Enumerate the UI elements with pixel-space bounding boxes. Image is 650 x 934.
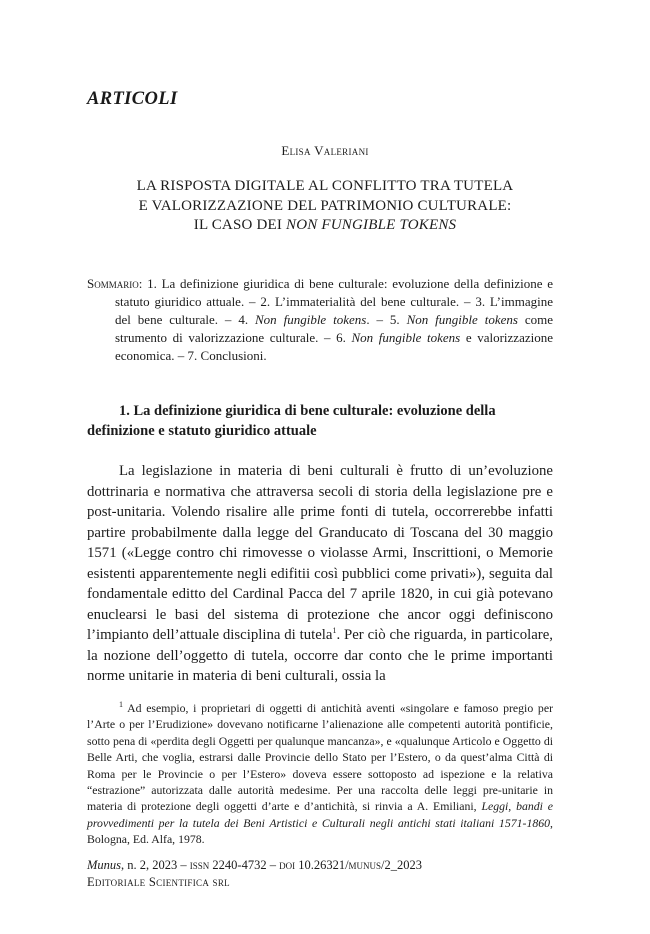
footnote-text-a: Ad esempio, i proprietari di oggetti di antichità aventi «singolare e famoso pregio per l’Arte o per l’Erudizione» dovevano notificarne l’alienazione alle competenti autorità pontificie, sotto pena di «perdita degli Oggetti per qualunque mancanza», e «qualunque Articolo e Oggetto di Belle Arti, che voglia, estrarsi dalle Provincie dello Stato per l’Estero, o da quest’alma Città di Roma per le Provincie o per l’Estero» doveva essere sottoposto ad ispezione e la relativa “estrazione” autorizzata dalle autorità medesime. Per una raccolta delle leggi pre-unitarie in materia di protezione degli oggetti d’arte e d’antichità, si rinvia a A. Emiliani,: [87, 701, 553, 814]
article-summary: [87, 275, 553, 365]
summary-text-2: . – 5.: [366, 312, 407, 327]
body-text-b: . Per ciò che riguarda, in particolare, la nozione dell’oggetto di tutela, occorre dar conto che le prime importanti norme unitarie in materia di beni culturali, ossia la: [87, 627, 553, 684]
summary-text-4: e valorizzazione economica. – 7. Conclusioni.: [115, 330, 553, 363]
title-line-3-italic: NON FUNGIBLE TOKENS: [286, 217, 457, 233]
summary-italic-1: Non fungible tokens: [255, 312, 367, 327]
body-text-a: La legislazione in materia di beni culturali è frutto di un’evoluzione dottrinaria e normativa che attraversa secoli di storia della legislazione pre e post-unitaria. Volendo risalire alle prime fonti di tutela, occorrerebbe infatti partire probabilmente dalla legge del Granducato di Toscana del 30 maggio 1571 («Legge contro chi rimovesse o violasse Armi, Inscrittioni, o Memorie esistenti apparentemente negli edifitii così pubblici come privati»), seguita dal fondamentale editto del Cardinal Pacca del 7 aprile 1820, in cui già potevano enuclearsi le basi del sistema di protezione che ancor oggi definiscono l’impianto dell’attuale disciplina di tutela: [87, 463, 553, 643]
title-line-1: LA RISPOSTA DIGITALE AL CONFLITTO TRA TUTELA: [136, 178, 514, 194]
footnote-reference[interactable]: 1: [332, 626, 337, 636]
title-line-3: [40, 216, 610, 236]
journal-issue: , n. 2, 2023 –: [121, 858, 190, 872]
article-author: Elisa Valeriani: [281, 143, 369, 158]
journal-citation: [87, 857, 422, 874]
section-heading: 1. La definizione giuridica di bene culturale: evoluzione della definizione e statuto giuridico attuale: [87, 403, 496, 439]
summary-text-1: : 1. La definizione giuridica di bene culturale: evoluzione della definizione e statuto giuridico attuale. – 2. L’immaterialità del bene culturale. – 3. L’immagine del bene culturale. – 4.: [115, 276, 553, 327]
summary-italic-3: Non fungible tokens: [351, 330, 461, 345]
section-label: ARTICOLI: [87, 89, 178, 109]
footnote-italic-title: Leggi, bandi e provvedimenti per la tutela dei Beni Artistici e Culturali negli antichi stati italiani 1571-1860: [87, 799, 553, 830]
article-title: [40, 177, 610, 236]
title-line-3-prefix: IL CASO DEI: [193, 217, 287, 233]
title-line-2: E VALORIZZAZIONE DEL PATRIMONIO CULTURALE:: [138, 197, 512, 214]
footnote: [87, 700, 553, 848]
footnote-mark: 1: [119, 700, 123, 710]
summary-label: Sommario: [87, 276, 139, 291]
publisher-name: Editoriale Scientifica srl: [87, 875, 230, 889]
footnote-text-b: , Bologna, Ed. Alfa, 1978.: [87, 815, 553, 847]
journal-issn-doi: issn 2240-4732 – doi 10.26321/munus/2_2023: [189, 858, 423, 872]
journal-name: Munus: [87, 858, 122, 872]
summary-text-3: come strumento di valorizzazione culturale. – 6.: [115, 312, 553, 345]
body-paragraph: [87, 461, 553, 687]
summary-italic-2: Non fungible tokens: [406, 312, 518, 327]
